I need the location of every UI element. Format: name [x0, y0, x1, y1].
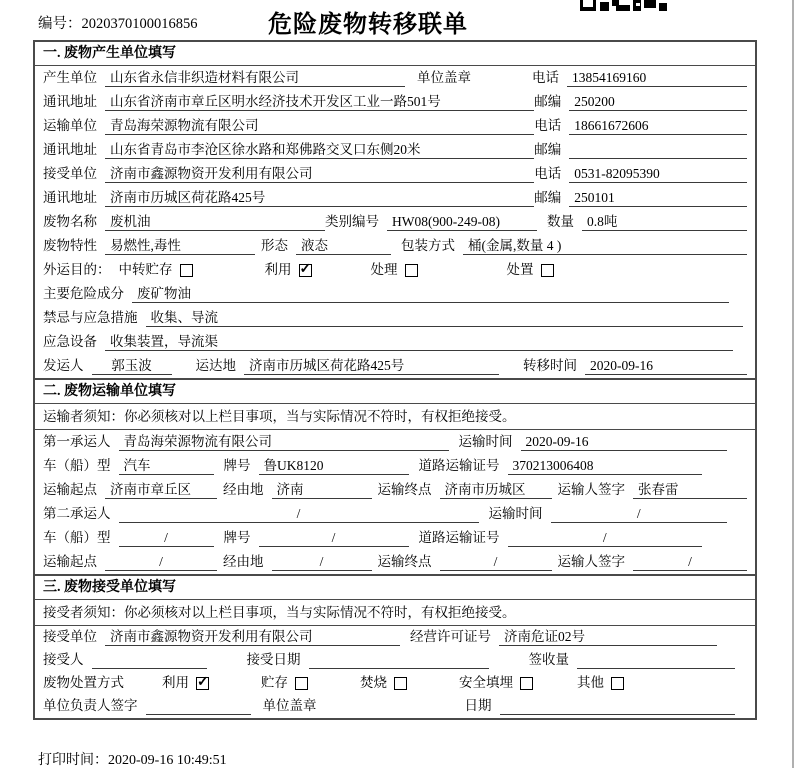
- row-producer-address: [35, 90, 755, 114]
- category-label: 类别编号: [325, 214, 379, 229]
- receiver-zip: 250101: [569, 189, 747, 207]
- row-measures: [35, 306, 755, 330]
- quantity-value: 0.8吨: [582, 213, 747, 231]
- row-receiver: [35, 162, 755, 186]
- row-waste-name: [35, 210, 755, 234]
- receive-unit-value: 济南市鑫源物资开发利用有限公司: [105, 628, 400, 646]
- responsible-sign-value: [146, 697, 251, 715]
- unit-seal-label: 单位盖章: [262, 698, 317, 713]
- route-via-value: /: [272, 553, 372, 571]
- dispatcher-label: 发运人: [43, 358, 84, 373]
- receiver-label: 接受单位: [43, 166, 97, 181]
- acceptor-label: 接受人: [43, 652, 84, 667]
- disposal-option-burn: 焚烧: [360, 674, 407, 692]
- equipment-value: 收集装置，导流渠: [105, 333, 733, 351]
- route-start-label: 运输起点: [43, 554, 97, 569]
- producer-value: 山东省永信非织造材料有限公司: [105, 69, 405, 87]
- carrier-sign-value: 张春雷: [633, 481, 747, 499]
- form-label: 形态: [261, 238, 288, 253]
- row-producer: [35, 66, 755, 90]
- route-end-value: 济南市历城区: [440, 481, 552, 499]
- row-signature: [35, 695, 755, 718]
- vehicle-type-label: 车（船）型: [43, 458, 111, 473]
- transfer-time-value: 2020-09-16: [585, 357, 747, 375]
- serial-label: 编号：: [38, 16, 82, 32]
- signed-qty-value: [577, 651, 735, 669]
- disposal-option-use: 利用 ✓: [162, 674, 209, 692]
- vehicle-type-label: 车（船）型: [43, 530, 111, 545]
- receiver-phone: 0531-82095390: [569, 165, 747, 183]
- carrier1-label: 第一承运人: [43, 434, 111, 449]
- row-equipment: [35, 330, 755, 354]
- checkbox: [180, 264, 193, 277]
- receive-unit-label: 接受单位: [43, 629, 97, 644]
- row-waste-props: [35, 234, 755, 258]
- business-license-label: 经营许可证号: [410, 629, 491, 644]
- row-acceptor: [35, 649, 755, 672]
- route-start-label: 运输起点: [43, 482, 97, 497]
- checkbox: [405, 264, 418, 277]
- transporter-label: 运输单位: [43, 118, 97, 133]
- transport-time-label: 运输时间: [458, 434, 513, 449]
- row-receive-unit: [35, 626, 755, 649]
- waste-name: 废机油: [105, 213, 325, 231]
- route-start-value: /: [105, 553, 217, 571]
- route-end-value: /: [440, 553, 552, 571]
- checkbox: [611, 677, 624, 690]
- equipment-label: 应急设备: [43, 334, 97, 349]
- row-transporter-address: [35, 138, 755, 162]
- plate-label: 牌号: [223, 530, 251, 545]
- transport-time-value: 2020-09-16: [521, 433, 728, 451]
- packing-label: 包装方式: [401, 238, 455, 253]
- route-via-label: 经由地: [223, 554, 264, 569]
- section3-header: 三. 废物接受单位填写: [35, 576, 755, 600]
- purpose-option-transfer: 中转贮存: [119, 261, 193, 279]
- transport-time-label: 运输时间: [488, 506, 543, 521]
- producer-phone: 13854169160: [567, 69, 747, 87]
- row-dispatch: [35, 354, 755, 378]
- carrier2-label: 第二承运人: [43, 506, 111, 521]
- purpose-option-dispose: 处置: [507, 261, 554, 279]
- purpose-option-treat: 处理: [371, 261, 418, 279]
- address-label: 通讯地址: [43, 142, 97, 157]
- responsible-sign-label: 单位负责人签字: [43, 698, 138, 713]
- section-transporter: [33, 378, 757, 576]
- producer-zip: 250200: [569, 93, 747, 111]
- document-header: [0, 0, 796, 40]
- carrier1-value: 青岛海荣源物流有限公司: [119, 433, 449, 451]
- transfer-time-label: 转移时间: [523, 358, 577, 373]
- road-license-label: 道路运输证号: [418, 530, 500, 545]
- transporter-zip: [569, 141, 747, 159]
- date-value: [500, 697, 736, 715]
- phone-label: 电话: [534, 166, 562, 181]
- row-transporter: [35, 114, 755, 138]
- row-disposal: [35, 672, 755, 695]
- road-license-label: 道路运输证号: [418, 458, 500, 473]
- accept-date-value: [309, 651, 489, 669]
- packing-value: 桶(金属,数量 4 ): [463, 237, 747, 255]
- section-producer: [33, 40, 757, 380]
- row-vehicle2: [35, 526, 755, 550]
- checkbox: [394, 677, 407, 690]
- disposal-label: 废物处置方式: [43, 675, 124, 690]
- carrier2-value: /: [119, 505, 479, 523]
- route-via-value: 济南: [272, 481, 372, 499]
- page-edge-line: [792, 0, 794, 768]
- receiver-notice: 接受者须知：你必须核对以上栏目事项，当与实际情况不符时，有权拒绝接受。: [35, 600, 755, 626]
- plate-label: 牌号: [223, 458, 251, 473]
- qr-code-fragment: [580, 0, 670, 11]
- checkbox: [295, 677, 308, 690]
- print-time-value: 2020-09-16 10:49:51: [108, 753, 227, 768]
- transporter-value: 青岛海荣源物流有限公司: [105, 117, 534, 135]
- carrier-sign-label: 运输人签字: [557, 554, 625, 569]
- road-license-value: /: [508, 529, 703, 547]
- dispatcher-name: 郭玉波: [92, 357, 172, 375]
- transport-time-value: /: [551, 505, 728, 523]
- producer-address: 山东省济南市章丘区明水经济技术开发区工业一路501号: [105, 93, 534, 111]
- measures-label: 禁忌与应急措施: [43, 310, 138, 325]
- form-value: 液态: [296, 237, 391, 255]
- transporter-address: 山东省青岛市李沧区徐水路和郑佛路交叉口东侧20米: [105, 141, 534, 159]
- checkbox: [541, 264, 554, 277]
- disposal-option-landfill: 安全填埋: [459, 674, 533, 692]
- receiver-value: 济南市鑫源物资开发利用有限公司: [105, 165, 534, 183]
- phone-label: 电话: [532, 70, 559, 85]
- checkbox-checked: [299, 264, 312, 277]
- checkbox-checked: [196, 677, 209, 690]
- purpose-option-use: 利用 ✓: [265, 261, 312, 279]
- serial-value: 2020370100016856: [81, 16, 198, 32]
- row-purpose: [35, 258, 755, 282]
- accept-date-label: 接受日期: [246, 652, 301, 667]
- address-label: 通讯地址: [43, 94, 97, 109]
- route-via-label: 经由地: [223, 482, 264, 497]
- acceptor-value: [92, 651, 207, 669]
- vehicle-type-value: 汽车: [119, 457, 214, 475]
- section-receiver: [33, 574, 757, 720]
- signed-qty-label: 签收量: [528, 652, 569, 667]
- checkbox: [520, 677, 533, 690]
- address-label: 通讯地址: [43, 190, 97, 205]
- disposal-option-other: 其他: [577, 674, 624, 692]
- waste-name-label: 废物名称: [43, 214, 97, 229]
- road-license-value: 370213006408: [508, 457, 703, 475]
- section2-header: 二. 废物运输单位填写: [35, 380, 755, 404]
- hazard-label: 主要危险成分: [43, 286, 124, 301]
- row-route1: [35, 478, 755, 502]
- hazard-value: 废矿物油: [132, 285, 729, 303]
- route-end-label: 运输终点: [377, 554, 432, 569]
- disposal-option-store: 贮存: [261, 674, 308, 692]
- zip-label: 邮编: [534, 142, 562, 157]
- measures-value: 收集、导流: [146, 309, 744, 327]
- transporter-phone: 18661672606: [569, 117, 747, 135]
- vehicle-type-value: /: [119, 529, 214, 547]
- print-time: [38, 749, 227, 768]
- purpose-label: 外运目的：: [43, 262, 111, 277]
- carrier-sign-value: /: [633, 553, 747, 571]
- row-carrier2: [35, 502, 755, 526]
- producer-label: 产生单位: [43, 70, 97, 85]
- phone-label: 电话: [534, 118, 562, 133]
- destination-label: 运达地: [195, 358, 236, 373]
- category-code: HW08(900-249-08): [387, 213, 537, 231]
- business-license-value: 济南危证02号: [499, 628, 717, 646]
- route-start-value: 济南市章丘区: [105, 481, 217, 499]
- print-time-label: 打印时间：: [38, 753, 108, 768]
- zip-label: 邮编: [534, 94, 562, 109]
- page-title: 危险废物转移联单: [268, 12, 468, 38]
- waste-props: 易燃性,毒性: [105, 237, 255, 255]
- transporter-notice: 运输者须知：你必须核对以上栏目事项，当与实际情况不符时，有权拒绝接受。: [35, 404, 755, 430]
- quantity-label: 数量: [547, 214, 574, 229]
- row-hazard: [35, 282, 755, 306]
- zip-label: 邮编: [534, 190, 562, 205]
- carrier-sign-label: 运输人签字: [557, 482, 625, 497]
- route-end-label: 运输终点: [377, 482, 432, 497]
- row-vehicle1: [35, 454, 755, 478]
- transfer-form: [33, 40, 757, 720]
- plate-value: /: [259, 529, 409, 547]
- row-route2: [35, 550, 755, 574]
- row-receiver-address: [35, 186, 755, 210]
- destination-value: 济南市历城区荷花路425号: [244, 357, 499, 375]
- section1-header: 一. 废物产生单位填写: [35, 42, 755, 66]
- unit-seal-label: 单位盖章: [417, 70, 471, 85]
- date-label: 日期: [464, 698, 492, 713]
- waste-props-label: 废物特性: [43, 238, 97, 253]
- row-carrier1: [35, 430, 755, 454]
- receiver-address: 济南市历城区荷花路425号: [105, 189, 534, 207]
- plate-value: 鲁UK8120: [259, 457, 409, 475]
